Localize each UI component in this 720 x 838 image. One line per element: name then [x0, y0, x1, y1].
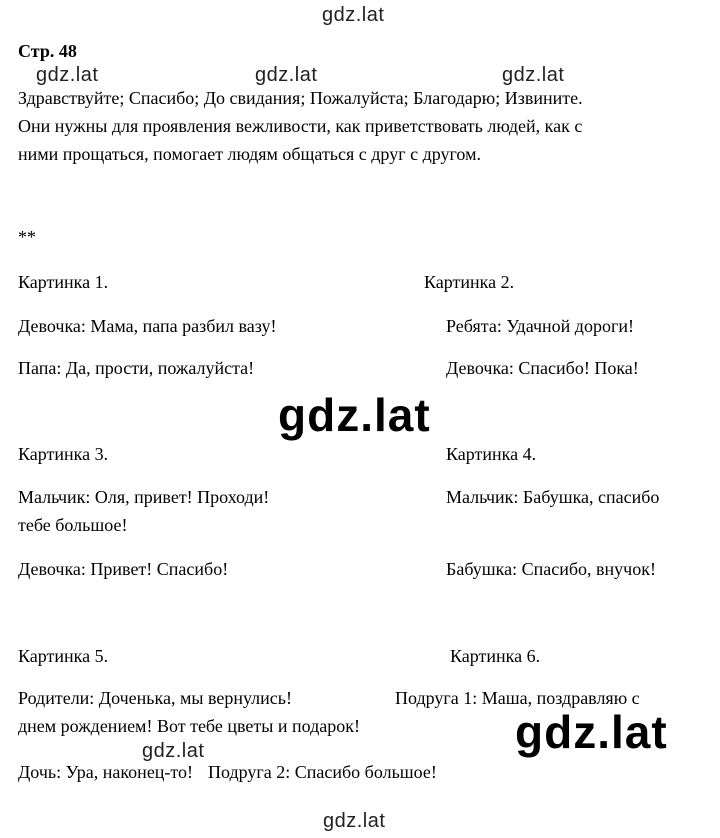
intro-line-2: Они нужны для проявления вежливости, как приветствовать людей, как с	[18, 116, 583, 136]
page-heading: Стр. 48	[18, 41, 77, 61]
picture-3-line-1: Мальчик: Оля, привет! Проходи!	[18, 487, 270, 507]
picture-6-title: Картинка 6.	[450, 646, 541, 666]
picture-3-line-3: Девочка: Привет! Спасибо!	[18, 559, 229, 579]
picture-3-line-2: тебе большое!	[18, 515, 128, 535]
picture-1-title: Картинка 1.	[18, 272, 109, 292]
picture-3-title: Картинка 3.	[18, 444, 109, 464]
picture-5-title: Картинка 5.	[18, 646, 109, 666]
picture-1-line-1: Девочка: Мама, папа разбил вазу!	[18, 316, 277, 336]
separator: **	[18, 227, 36, 247]
watermark-small: gdz.lat	[36, 64, 99, 86]
picture-2-line-2: Девочка: Спасибо! Пока!	[446, 358, 639, 378]
picture-1-line-2: Папа: Да, прости, пожалуйста!	[18, 358, 255, 378]
picture-4-title: Картинка 4.	[446, 444, 537, 464]
watermark-top: gdz.lat	[322, 4, 385, 26]
intro-line-3: ними прощаться, помогает людям общаться с друг с другом.	[18, 144, 481, 164]
watermark-small: gdz.lat	[502, 64, 565, 86]
picture-6-line-2: днем рождением! Вот тебе цветы и подарок!	[18, 716, 360, 736]
picture-2-line-1: Ребята: Удачной дороги!	[446, 316, 634, 336]
watermark-large: gdz.lat	[515, 706, 668, 758]
picture-4-line-1: Мальчик: Бабушка, спасибо	[446, 487, 660, 507]
picture-6-line-1: Подруга 1: Маша, поздравляю с	[395, 688, 640, 708]
picture-2-title: Картинка 2.	[424, 272, 515, 292]
picture-4-line-2: Бабушка: Спасибо, внучок!	[446, 559, 656, 579]
picture-5-line-1: Родители: Доченька, мы вернулись!	[18, 688, 292, 708]
watermark-small: gdz.lat	[142, 740, 205, 762]
watermark-large: gdz.lat	[278, 389, 431, 441]
watermark-bottom: gdz.lat	[323, 810, 386, 832]
picture-5-line-2: Дочь: Ура, наконец-то!	[18, 762, 194, 782]
watermark-small: gdz.lat	[255, 64, 318, 86]
picture-6-line-3: Подруга 2: Спасибо большое!	[208, 762, 437, 782]
intro-line-1: Здравствуйте; Спасибо; До свидания; Пожалуйста; Благодарю; Извините.	[18, 88, 583, 108]
